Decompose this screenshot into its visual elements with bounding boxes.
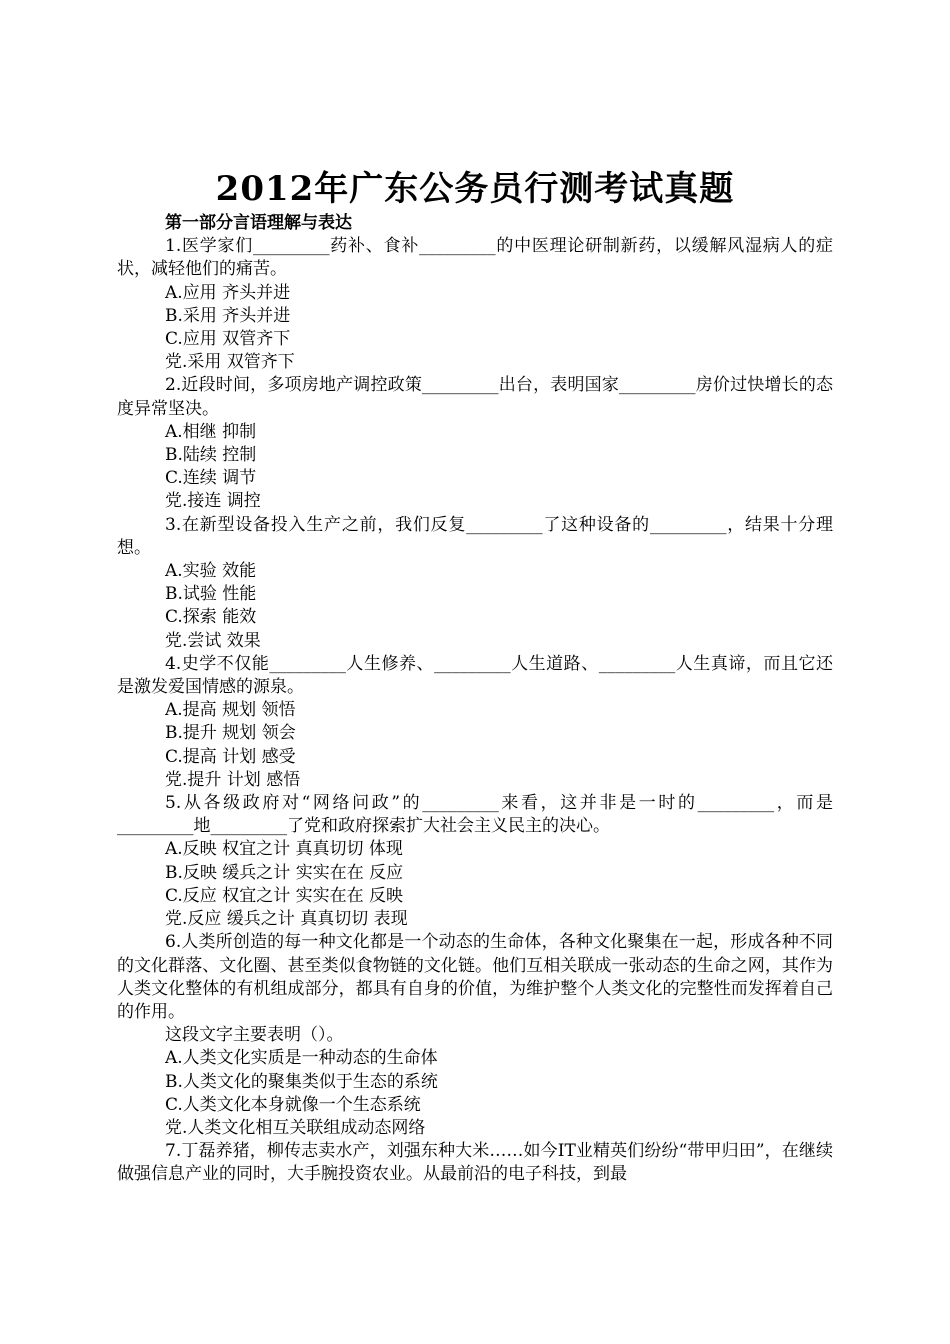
question-5-option-c: C.反应 权宜之计 实实在在 反映 — [165, 885, 404, 906]
question-4-option-b: B.提升 规划 领会 — [165, 723, 296, 744]
question-3-option-c: C.探索 能效 — [165, 607, 257, 628]
question-6-option-c: C.人类文化本身就像一个生态系统 — [165, 1094, 421, 1115]
question-3-option-b: B.试验 性能 — [165, 584, 257, 605]
question-5-option-d: 党.反应 缓兵之计 真真切切 表现 — [165, 909, 408, 930]
section-heading: 第一部分言语理解与表达 — [165, 213, 352, 233]
question-3-stem: 3.在新型设备投入生产之前，我们反复_________了这种设备的_________，结果十分理想。 — [117, 514, 833, 558]
document-title: 2012年广东公务员行测考试真题 — [215, 169, 735, 209]
question-4-option-a: A.提高 规划 领悟 — [165, 700, 296, 721]
question-3-option-d: 党.尝试 效果 — [165, 630, 261, 651]
question-1-option-c: C.应用 双管齐下 — [165, 329, 291, 350]
question-5-option-b: B.反映 缓兵之计 实实在在 反应 — [165, 862, 404, 883]
question-4-option-c: C.提高 计划 感受 — [165, 746, 296, 767]
question-1-option-d: 党.采用 双管齐下 — [165, 352, 295, 373]
question-4-option-d: 党.提升 计划 感悟 — [165, 769, 301, 790]
question-6-option-a: A.人类文化实质是一种动态的生命体 — [165, 1048, 438, 1069]
question-7-stem: 7.丁磊养猪，柳传志卖水产，刘强东种大米……如今IT业精英们纷纷“带甲归田”，在继续做强信息产业的同时，大手腕投资农业。从最前沿的电子科技，到最 — [117, 1141, 833, 1185]
question-5-option-a: A.反映 权宜之计 真真切切 体现 — [165, 839, 403, 860]
question-2-stem: 2.近段时间，多项房地产调控政策_________出台，表明国家_________房价过快增长的态度异常坚决。 — [117, 375, 833, 419]
question-3-option-a: A.实验 效能 — [165, 561, 257, 582]
question-6-prompt: 这段文字主要表明（）。 — [165, 1025, 344, 1046]
question-6-option-b: B.人类文化的聚集类似于生态的系统 — [165, 1071, 438, 1092]
document-body — [117, 212, 833, 1187]
question-2-option-a: A.相继 抑制 — [165, 421, 257, 442]
question-1-stem: 1.医学家们_________药补、食补_________的中医理论研制新药，以缓解风湿病人的症状，减轻他们的痛苦。 — [117, 236, 833, 280]
question-1-option-a: A.应用 齐头并进 — [165, 282, 291, 303]
question-2-option-b: B.陆续 控制 — [165, 445, 257, 466]
question-6-stem: 6.人类所创造的每一种文化都是一个动态的生命体，各种文化聚集在一起，形成各种不同的文化群落、文化圈、甚至类似食物链的文化链。他们互相关联成一张动态的生命之网，其作为人类文化整体的有机组成部分，都具有自身的价值，为维护整个人类文化的完整性而发挥着自己的作用。 — [117, 932, 833, 1022]
question-6-option-d: 党.人类文化相互关联组成动态网络 — [165, 1117, 426, 1138]
question-5-stem: 5.从各级政府对“网络问政”的_________来看，这并非是一时的_________，而是_________地_________了党和政府探索扩大社会主义民主的决心。 — [117, 793, 833, 837]
question-2-option-c: C.连续 调节 — [165, 468, 257, 489]
question-2-option-d: 党.接连 调控 — [165, 491, 261, 512]
question-4-stem: 4.史学不仅能_________人生修养、_________人生道路、_________人生真谛，而且它还是激发爱国情感的源泉。 — [117, 653, 833, 698]
question-1-option-b: B.采用 齐头并进 — [165, 305, 291, 326]
